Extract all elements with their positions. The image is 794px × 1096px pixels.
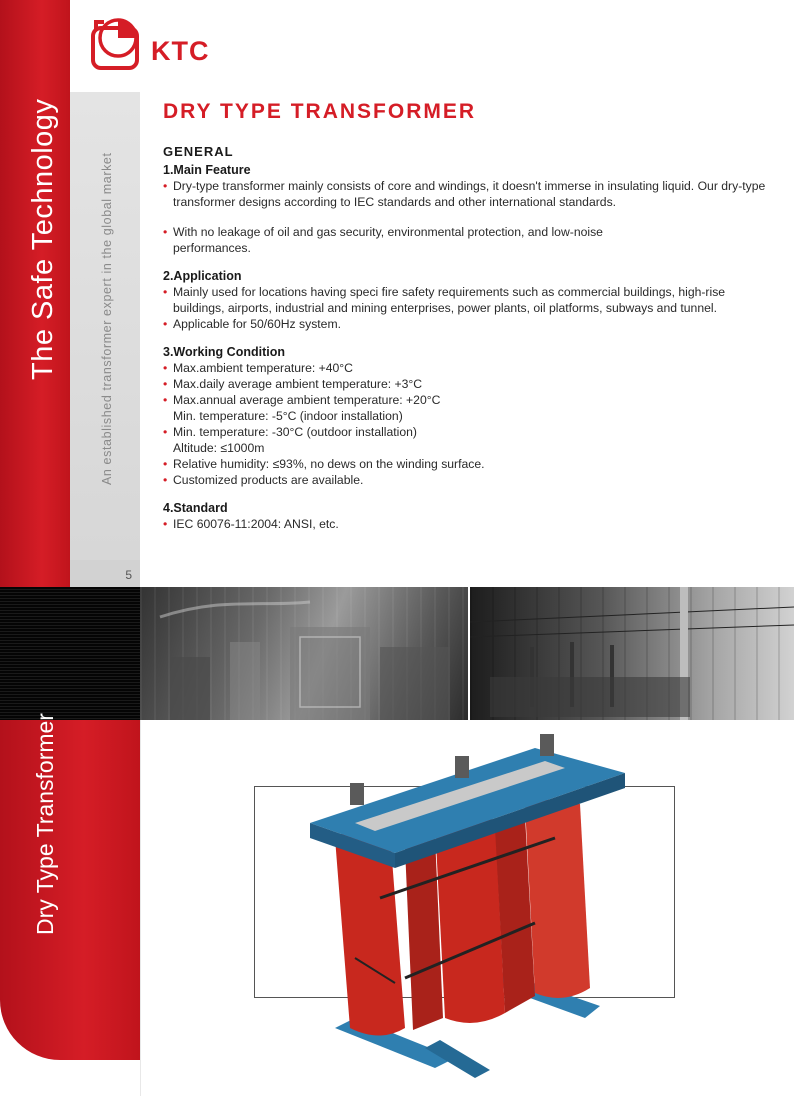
section-main-feature [163, 163, 778, 256]
ktc-logo [88, 14, 210, 72]
section-heading: 2.Application [163, 269, 242, 283]
list-item: • Dry-type transformer mainly consists of core and windings, it doesn't immerse in insulating liquid. Our dry-type transformer designs according to IEC standards and other international standards. [163, 178, 778, 210]
list-item: • Applicable for 50/60Hz system. [163, 316, 778, 332]
list-item: • Relative humidity: ≤93%, no dews on the winding surface. [163, 456, 778, 472]
document-title: DRY TYPE TRANSFORMER [163, 100, 477, 123]
page-number: 5 [70, 560, 140, 587]
list-item: • Mainly used for locations having speci fire safety requirements such as commercial buildings, high-rise buildings, airports, industrial and mining enterprises, power plants, oil platforms, subways and tunnel. [163, 284, 778, 316]
list-item: Altitude: ≤1000m [173, 441, 265, 455]
divider-line [140, 720, 141, 1096]
general-heading: GENERAL [163, 144, 234, 159]
section-heading: 1.Main Feature [163, 163, 251, 177]
section-application [163, 269, 778, 332]
list-item: • Customized products are available. [163, 472, 778, 488]
ktc-logo-text: KTC [151, 36, 210, 66]
list-item: • Max.annual average ambient temperature: +20°C [163, 392, 778, 408]
list-item: • Max.daily average ambient temperature: +3°C [163, 376, 778, 392]
substation-equipment-illustration [140, 587, 468, 720]
list-item: • Min. temperature: -30°C (outdoor installation) [163, 424, 778, 440]
substation-photo-right [470, 587, 794, 720]
substation-photo-left [140, 587, 468, 720]
ktc-logo-icon [88, 14, 146, 72]
photo-band-left-black [0, 587, 140, 720]
list-item: • With no leakage of oil and gas security, environmental protection, and low-noise performances. [163, 224, 778, 256]
dry-type-transformer-image [295, 728, 645, 1083]
slogan-text: The Safe Technology [27, 98, 59, 380]
section-heading: 3.Working Condition [163, 345, 285, 359]
list-item: Min. temperature: -5°C (indoor installation) [173, 409, 403, 423]
list-item: • IEC 60076-11:2004: ANSI, etc. [163, 516, 778, 532]
section-title-vertical: Dry Type Transformer [32, 713, 58, 935]
section-heading: 4.Standard [163, 501, 228, 515]
list-item: • Max.ambient temperature: +40°C [163, 360, 778, 376]
section-standard [163, 501, 778, 532]
document-body [163, 100, 778, 545]
section-working-condition [163, 345, 778, 488]
tagline-text: An established transformer expert in the global market [100, 152, 114, 485]
power-lines-illustration [470, 587, 794, 720]
sidebar-red-band-bottom [0, 720, 140, 1060]
